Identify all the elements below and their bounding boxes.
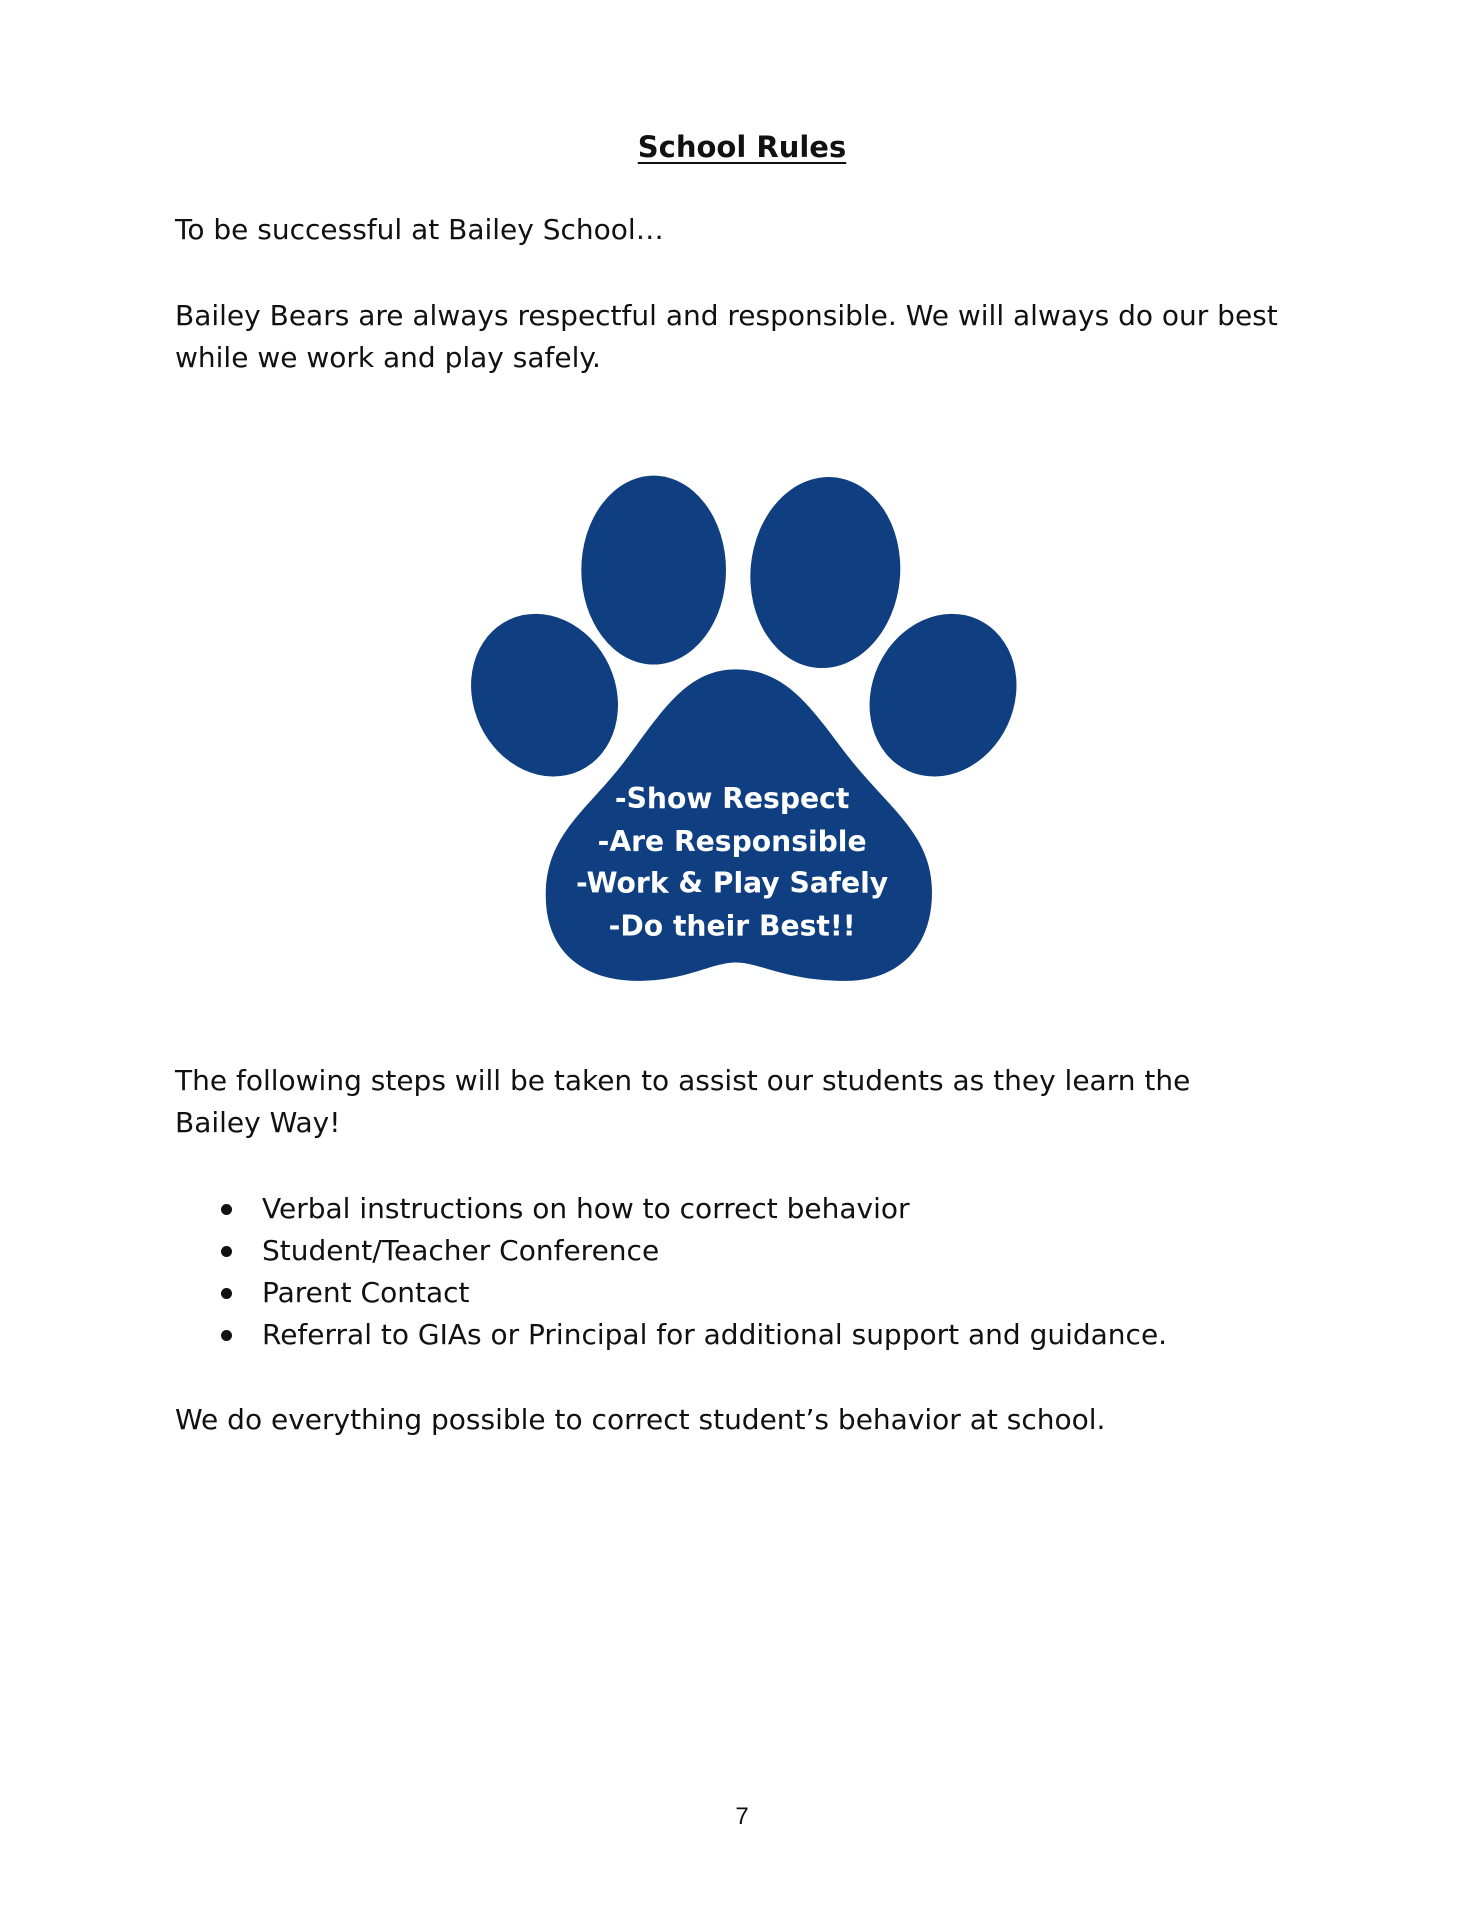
paw-print-graphic xyxy=(466,472,1024,987)
list-item: Parent Contact xyxy=(175,1272,1167,1314)
paw-rule: -Show Respect xyxy=(614,781,850,815)
statement-line-2: while we work and play safely. xyxy=(175,341,601,374)
paw-rule: -Work & Play Safely xyxy=(576,866,889,900)
steps-intro-line-1: The following steps will be taken to assist our students as they learn the xyxy=(175,1064,1191,1097)
page-title: School Rules xyxy=(637,130,847,164)
paw-rule: -Are Responsible xyxy=(597,824,867,858)
statement-line-1: Bailey Bears are always respectful and responsible. We will always do our best xyxy=(175,299,1278,332)
steps-list xyxy=(175,1188,1167,1356)
closing-text: We do everything possible to correct student’s behavior at school. xyxy=(175,1403,1106,1436)
intro-text: To be successful at Bailey School… xyxy=(175,213,664,246)
list-item: Student/Teacher Conference xyxy=(175,1230,1167,1272)
steps-intro-line-2: Bailey Way! xyxy=(175,1106,341,1139)
paw-toe xyxy=(581,476,726,665)
paw-rule: -Do their Best!! xyxy=(608,909,856,943)
paw-toe xyxy=(742,472,908,674)
list-item: Referral to GIAs or Principal for additional support and guidance. xyxy=(175,1314,1167,1356)
page-number: 7 xyxy=(735,1803,749,1830)
list-item: Verbal instructions on how to correct behavior xyxy=(175,1188,1167,1230)
